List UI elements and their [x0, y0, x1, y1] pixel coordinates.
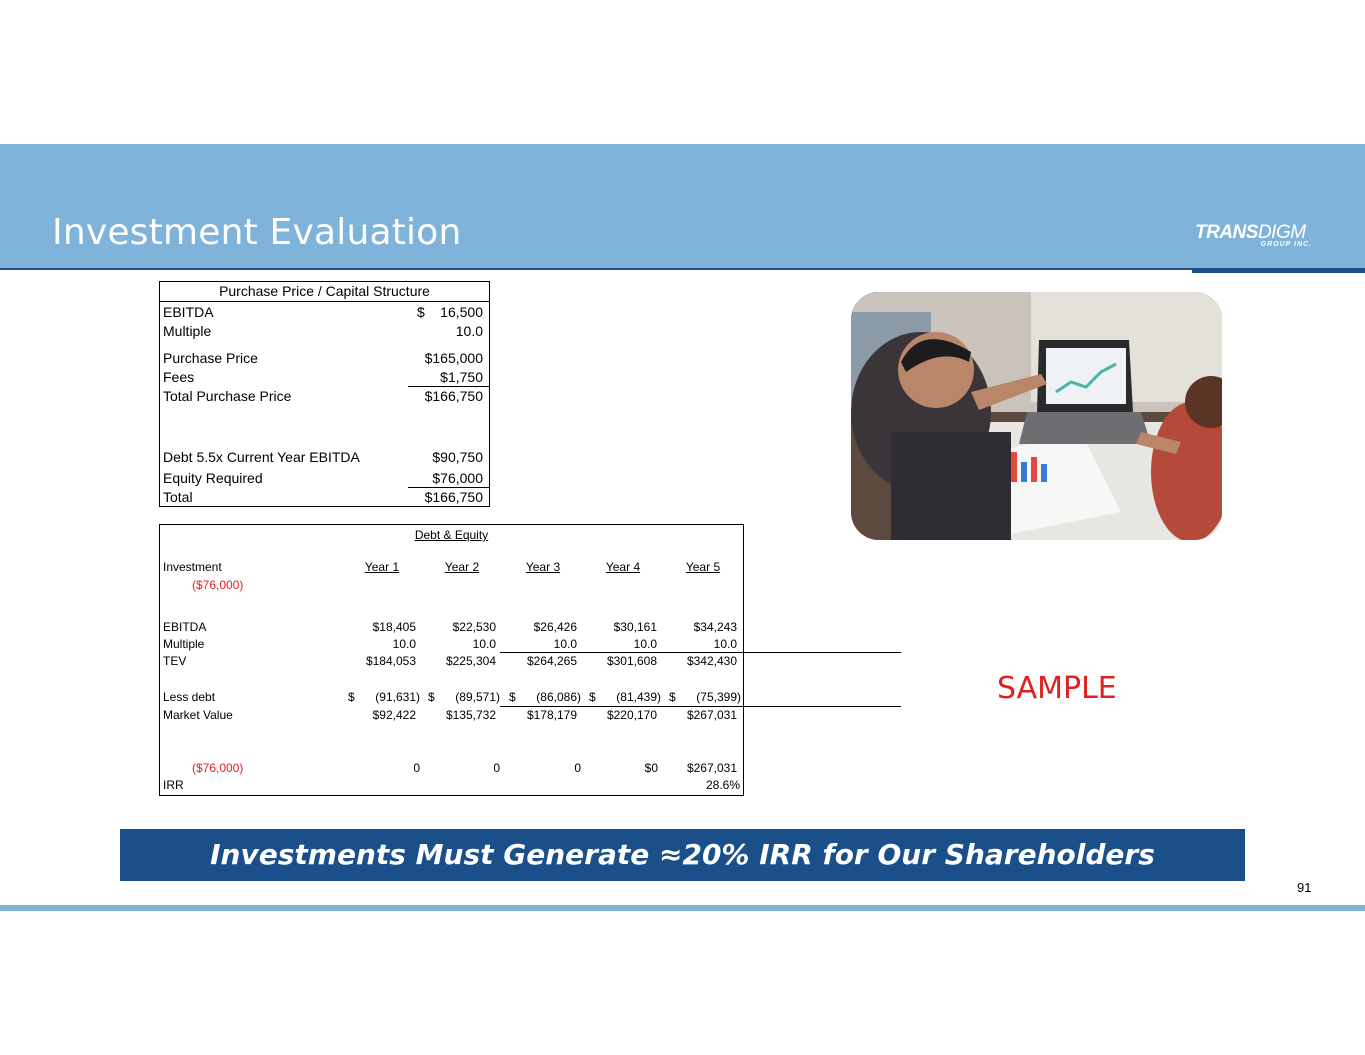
row-value: $166,750: [424, 489, 483, 505]
cell-value: 10.0: [553, 637, 577, 651]
table-row: [163, 349, 483, 367]
row-label: Total: [163, 489, 193, 505]
cell-value: (91,631): [375, 690, 420, 704]
debt-equity-title: Debt & Equity: [414, 528, 489, 542]
cell-value: 10.0: [472, 637, 496, 651]
row-label: Fees: [163, 369, 195, 385]
cash-flow-row: [160, 761, 743, 776]
row-value: 10.0: [455, 323, 483, 339]
cell-value: $267,031: [686, 761, 737, 775]
cell-value: $34,243: [693, 620, 737, 634]
currency-symbol: $: [509, 690, 516, 704]
table-row: [160, 620, 743, 635]
table-row: [160, 578, 743, 593]
cell-value: $342,430: [686, 654, 737, 668]
cell-value: $30,161: [613, 620, 657, 634]
cell-value: $92,422: [372, 708, 416, 722]
table-row: [160, 690, 743, 705]
table-row: [163, 368, 483, 386]
cell-value: 10.0: [392, 637, 416, 651]
subtotal-rule: [500, 652, 901, 653]
cell-value: (81,439): [616, 690, 661, 704]
purchase-price-header: Purchase Price / Capital Structure: [160, 282, 489, 302]
table-row: [163, 303, 483, 321]
year-header-row: [160, 560, 743, 575]
footer-line: [0, 905, 1365, 911]
row-value: $1,750: [440, 369, 483, 385]
row-value: $76,000: [432, 470, 483, 486]
cell-value: (86,086): [536, 690, 581, 704]
row-label: Total Purchase Price: [163, 388, 292, 404]
row-value: $166,750: [424, 388, 483, 404]
page-number: 91: [1297, 880, 1312, 895]
row-value: $165,000: [424, 350, 483, 366]
cell-value: $22,530: [452, 620, 496, 634]
irr-value: 28.6%: [705, 778, 740, 792]
cell-value: $26,426: [533, 620, 577, 634]
cell-value: 10.0: [713, 637, 737, 651]
cell-value: 10.0: [633, 637, 657, 651]
logo-light-text: DIGM: [1257, 222, 1306, 243]
year-header: Year 4: [605, 560, 641, 574]
sample-stamp: SAMPLE: [997, 671, 1117, 706]
table-row: [163, 448, 483, 466]
page-title: Investment Evaluation: [52, 212, 462, 253]
year-header: Year 5: [685, 560, 721, 574]
table-row: [160, 708, 743, 723]
row-label: Equity Required: [163, 470, 263, 486]
table-row: [163, 469, 483, 487]
initial-cash-flow: ($76,000): [192, 761, 244, 775]
row-label: Multiple: [163, 637, 205, 651]
cell-value: $220,170: [606, 708, 657, 722]
table-row: [163, 322, 483, 340]
cell-value: 0: [413, 761, 420, 775]
row-value: $90,750: [432, 449, 483, 465]
cell-value: $178,179: [526, 708, 577, 722]
cell-value: $267,031: [686, 708, 737, 722]
row-label: TEV: [163, 654, 187, 668]
debt-equity-table: [159, 524, 744, 796]
row-label: Purchase Price: [163, 350, 258, 366]
cell-value: 0: [493, 761, 500, 775]
cell-value: $0: [644, 761, 658, 775]
cell-value: (89,571): [455, 690, 500, 704]
year-header: Year 1: [364, 560, 400, 574]
currency-symbol: $: [669, 690, 676, 704]
currency-symbol: $: [428, 690, 435, 704]
row-label: Market Value: [163, 708, 233, 722]
currency-symbol: $: [589, 690, 596, 704]
row-label: EBITDA: [163, 304, 214, 320]
cell-value: $225,304: [445, 654, 496, 668]
row-value: 16,500: [440, 304, 483, 320]
year-header: Year 3: [525, 560, 561, 574]
people-reviewing-laptop-chart-photo: [851, 292, 1222, 540]
logo-bold-text: TRANS: [1195, 222, 1258, 243]
transdigm-logo: [1195, 222, 1320, 252]
row-label: Less debt: [163, 690, 216, 704]
subtotal-rule: [500, 706, 901, 707]
cell-value: $18,405: [372, 620, 416, 634]
year-header: Year 2: [444, 560, 480, 574]
cell-value: (75,399): [696, 690, 741, 704]
cell-value: $184,053: [365, 654, 416, 668]
irr-banner: Investments Must Generate ≈20% IRR for Our Shareholders: [120, 829, 1245, 881]
table-row: [163, 387, 483, 405]
table-row: [160, 654, 743, 669]
investment-label: Investment: [163, 560, 222, 574]
currency-symbol: $: [417, 304, 425, 320]
purchase-price-table: [159, 281, 490, 507]
table-row: [163, 488, 483, 506]
cell-value: $301,608: [606, 654, 657, 668]
table-row: [160, 637, 743, 652]
logo-underline-bar: [1192, 268, 1365, 273]
row-label: Debt 5.5x Current Year EBITDA: [163, 449, 360, 465]
cell-value: $135,732: [445, 708, 496, 722]
row-label: EBITDA: [163, 620, 207, 634]
logo-subtitle: GROUP INC.: [1260, 241, 1312, 248]
initial-investment: ($76,000): [192, 578, 244, 592]
currency-symbol: $: [348, 690, 355, 704]
irr-row: [160, 778, 743, 793]
irr-label: IRR: [163, 778, 184, 792]
cell-value: 0: [574, 761, 581, 775]
row-label: Multiple: [163, 323, 212, 339]
cell-value: $264,265: [526, 654, 577, 668]
